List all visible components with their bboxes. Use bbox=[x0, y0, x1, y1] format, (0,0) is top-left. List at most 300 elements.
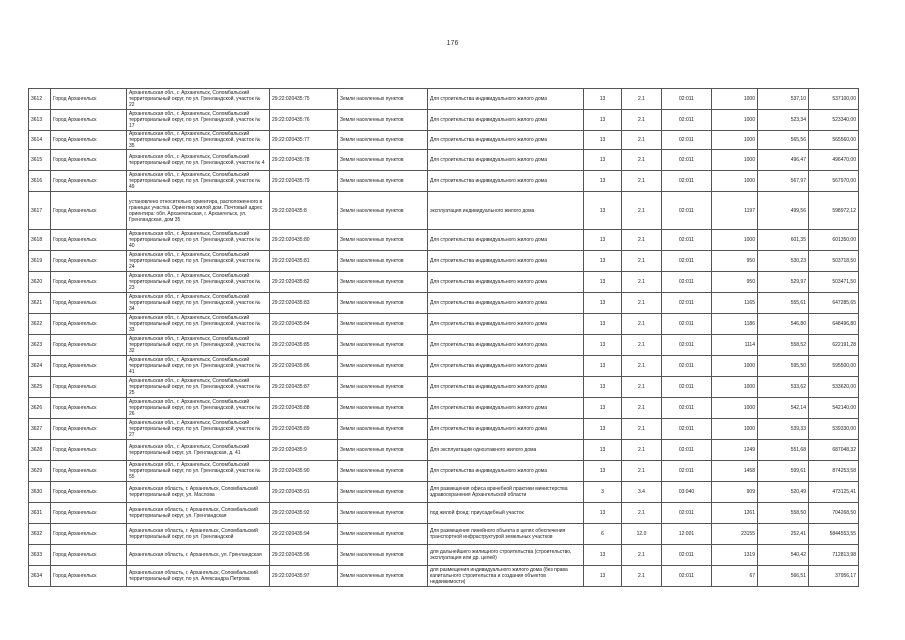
land-category-cell: Земли населенных пунктов bbox=[338, 461, 428, 482]
city-cell: Город Архангельск bbox=[51, 89, 127, 110]
group-cell: 2.1 bbox=[622, 314, 662, 335]
zone-cell: 13 bbox=[584, 461, 622, 482]
address-cell: Архангельская обл., г. Архангельск, Соломбальский территориальный округ, по ул. Гренландской, участок № 40 bbox=[127, 230, 270, 251]
cadastral-number-cell: 29:22:020435:84 bbox=[270, 314, 338, 335]
city-cell: Город Архангельск bbox=[51, 398, 127, 419]
row-number-cell: 3617 bbox=[29, 192, 51, 230]
city-cell: Город Архангельск bbox=[51, 272, 127, 293]
group-cell: 2.1 bbox=[622, 545, 662, 566]
address-cell: Архангельская обл., г. Архангельск, Соломбальский территориальный округ, по ул. Гренландской, участок № 23 bbox=[127, 272, 270, 293]
row-number-cell: 3628 bbox=[29, 440, 51, 461]
use-code-cell: 02:011 bbox=[662, 545, 712, 566]
group-cell: 2.1 bbox=[622, 171, 662, 192]
rate-cell: 533,62 bbox=[758, 377, 809, 398]
table-row bbox=[29, 293, 859, 314]
area-cell: 67 bbox=[712, 566, 758, 587]
row-number-cell: 3634 bbox=[29, 566, 51, 587]
area-cell: 1000 bbox=[712, 377, 758, 398]
cadastral-value-cell: 37956,17 bbox=[809, 566, 859, 587]
cadastral-number-cell: 29:22:020435:90 bbox=[270, 461, 338, 482]
city-cell: Город Архангельск bbox=[51, 230, 127, 251]
group-cell: 2.1 bbox=[622, 110, 662, 131]
cadastral-value-cell: 712813,98 bbox=[809, 545, 859, 566]
table-row bbox=[29, 461, 859, 482]
land-category-cell: Земли населенных пунктов bbox=[338, 503, 428, 524]
city-cell: Город Архангельск bbox=[51, 419, 127, 440]
land-category-cell: Земли населенных пунктов bbox=[338, 251, 428, 272]
zone-cell: 6 bbox=[584, 524, 622, 545]
permitted-use-cell: Для строительства индивидуального жилого дома bbox=[428, 461, 584, 482]
use-code-cell: 02:011 bbox=[662, 398, 712, 419]
land-category-cell: Земли населенных пунктов bbox=[338, 335, 428, 356]
cadastral-number-cell: 29:22:020435:82 bbox=[270, 272, 338, 293]
group-cell: 2.1 bbox=[622, 150, 662, 171]
row-number-cell: 3612 bbox=[29, 89, 51, 110]
row-number-cell: 3624 bbox=[29, 356, 51, 377]
rate-cell: 558,52 bbox=[758, 335, 809, 356]
table-row bbox=[29, 440, 859, 461]
zone-cell: 13 bbox=[584, 131, 622, 150]
use-code-cell: 02:011 bbox=[662, 89, 712, 110]
cadastral-number-cell: 29:22:020435:76 bbox=[270, 110, 338, 131]
table-row bbox=[29, 356, 859, 377]
cadastral-number-cell: 29:22:020435:77 bbox=[270, 131, 338, 150]
use-code-cell: 02:011 bbox=[662, 110, 712, 131]
city-cell: Город Архангельск bbox=[51, 545, 127, 566]
row-number-cell: 3616 bbox=[29, 171, 51, 192]
area-cell: 1261 bbox=[712, 503, 758, 524]
table-row bbox=[29, 377, 859, 398]
address-cell: Архангельская обл., г. Архангельск, Соломбальский территориальный округ, по ул. Гренландской, участок № 25 bbox=[127, 377, 270, 398]
city-cell: Город Архангельск bbox=[51, 314, 127, 335]
address-cell: Архангельская обл., г. Архангельск, Соломбальский территориальный округ, по ул. Гренландской, участок № 22 bbox=[127, 89, 270, 110]
table-row bbox=[29, 398, 859, 419]
cadastral-value-cell: 704268,50 bbox=[809, 503, 859, 524]
use-code-cell: 02:011 bbox=[662, 461, 712, 482]
cadastral-value-cell: 648496,80 bbox=[809, 314, 859, 335]
permitted-use-cell: Для строительства индивидуального жилого дома bbox=[428, 272, 584, 293]
group-cell: 2.1 bbox=[622, 251, 662, 272]
land-category-cell: Земли населенных пунктов bbox=[338, 524, 428, 545]
rate-cell: 530,23 bbox=[758, 251, 809, 272]
use-code-cell: 02:011 bbox=[662, 377, 712, 398]
use-code-cell: 02:011 bbox=[662, 314, 712, 335]
zone-cell: 13 bbox=[584, 89, 622, 110]
rate-cell: 551,68 bbox=[758, 440, 809, 461]
zone-cell: 13 bbox=[584, 314, 622, 335]
use-code-cell: 02:011 bbox=[662, 230, 712, 251]
use-code-cell: 02:011 bbox=[662, 335, 712, 356]
row-number-cell: 3632 bbox=[29, 524, 51, 545]
area-cell: 1114 bbox=[712, 335, 758, 356]
rate-cell: 520,49 bbox=[758, 482, 809, 503]
city-cell: Город Архангельск bbox=[51, 293, 127, 314]
cadastral-value-cell: 503471,50 bbox=[809, 272, 859, 293]
cadastral-number-cell: 29:22:020435:94 bbox=[270, 524, 338, 545]
city-cell: Город Архангельск bbox=[51, 335, 127, 356]
rate-cell: 499,56 bbox=[758, 192, 809, 230]
rate-cell: 555,61 bbox=[758, 293, 809, 314]
permitted-use-cell: Для строительства индивидуального жилого дома bbox=[428, 356, 584, 377]
rate-cell: 496,47 bbox=[758, 150, 809, 171]
table-row bbox=[29, 272, 859, 293]
use-code-cell: 02:011 bbox=[662, 419, 712, 440]
zone-cell: 13 bbox=[584, 356, 622, 377]
land-category-cell: Земли населенных пунктов bbox=[338, 482, 428, 503]
permitted-use-cell: Для строительства индивидуального жилого дома bbox=[428, 251, 584, 272]
group-cell: 2.1 bbox=[622, 503, 662, 524]
rate-cell: 566,51 bbox=[758, 566, 809, 587]
area-cell: 1000 bbox=[712, 150, 758, 171]
area-cell: 1319 bbox=[712, 545, 758, 566]
row-number-cell: 3620 bbox=[29, 272, 51, 293]
land-category-cell: Земли населенных пунктов bbox=[338, 192, 428, 230]
area-cell: 1000 bbox=[712, 419, 758, 440]
zone-cell: 13 bbox=[584, 335, 622, 356]
address-cell: Архангельская обл., г. Архангельск, Соломбальский территориальный округ, по ул. Гренландской, участок № 49 bbox=[127, 171, 270, 192]
area-cell: 1000 bbox=[712, 89, 758, 110]
table-row bbox=[29, 503, 859, 524]
zone-cell: 13 bbox=[584, 566, 622, 587]
rate-cell: 599,61 bbox=[758, 461, 809, 482]
area-cell: 1000 bbox=[712, 131, 758, 150]
row-number-cell: 3631 bbox=[29, 503, 51, 524]
group-cell: 2.1 bbox=[622, 335, 662, 356]
permitted-use-cell: Для строительства индивидуального жилого дома bbox=[428, 377, 584, 398]
cadastral-number-cell: 29:22:020435:78 bbox=[270, 150, 338, 171]
table-row bbox=[29, 419, 859, 440]
land-category-cell: Земли населенных пунктов bbox=[338, 314, 428, 335]
zone-cell: 13 bbox=[584, 419, 622, 440]
land-category-cell: Земли населенных пунктов bbox=[338, 419, 428, 440]
table-row bbox=[29, 131, 859, 150]
zone-cell: 13 bbox=[584, 440, 622, 461]
cadastral-number-cell: 29:22:020435:96 bbox=[270, 545, 338, 566]
use-code-cell: 02:011 bbox=[662, 192, 712, 230]
permitted-use-cell: для дальнейшего жилищного строительства (строительство, эксплуатация или др. целей) bbox=[428, 545, 584, 566]
cadastral-number-cell: 29:22:020435:80 bbox=[270, 230, 338, 251]
area-cell: 909 bbox=[712, 482, 758, 503]
permitted-use-cell: Для строительства индивидуального жилого дома bbox=[428, 131, 584, 150]
zone-cell: 13 bbox=[584, 272, 622, 293]
permitted-use-cell: под жилой фонд: приусадебный участок bbox=[428, 503, 584, 524]
row-number-cell: 3623 bbox=[29, 335, 51, 356]
cadastral-value-cell: 598972,12 bbox=[809, 192, 859, 230]
row-number-cell: 3613 bbox=[29, 110, 51, 131]
group-cell: 2.1 bbox=[622, 377, 662, 398]
address-cell: Архангельская область, г. Архангельск, Соломбальский территориальный округ, ул. Маслова bbox=[127, 482, 270, 503]
rate-cell: 540,42 bbox=[758, 545, 809, 566]
address-cell: Архангельская обл., г. Архангельск, Соломбальский территориальный округ, по ул. Гренландской, участок № 4 bbox=[127, 150, 270, 171]
area-cell: 1000 bbox=[712, 171, 758, 192]
land-category-cell: Земли населенных пунктов bbox=[338, 566, 428, 587]
address-cell: Архангельская область, г. Архангельск, ул. Гренландская bbox=[127, 545, 270, 566]
permitted-use-cell: Для строительства индивидуального жилого дома bbox=[428, 335, 584, 356]
city-cell: Город Архангельск bbox=[51, 503, 127, 524]
permitted-use-cell: Для строительства индивидуального жилого дома bbox=[428, 171, 584, 192]
table-row bbox=[29, 150, 859, 171]
use-code-cell: 02:011 bbox=[662, 566, 712, 587]
city-cell: Город Архангельск bbox=[51, 440, 127, 461]
land-category-cell: Земли населенных пунктов bbox=[338, 150, 428, 171]
use-code-cell: 02:011 bbox=[662, 131, 712, 150]
area-cell: 23155 bbox=[712, 524, 758, 545]
table-row bbox=[29, 251, 859, 272]
land-category-cell: Земли населенных пунктов bbox=[338, 356, 428, 377]
permitted-use-cell: Для строительства индивидуального жилого дома bbox=[428, 150, 584, 171]
permitted-use-cell: для размещения индивидуального жилого дома (без права капитального строительства и создания объектов недвижимости) bbox=[428, 566, 584, 587]
permitted-use-cell: эксплуатация индивидуального жилого дома bbox=[428, 192, 584, 230]
table-row bbox=[29, 566, 859, 587]
cadastral-number-cell: 29:22:020435:75 bbox=[270, 89, 338, 110]
address-cell: Архангельская обл., г. Архангельск, Соломбальский территориальный округ, по ул. Гренландской, участок № 32 bbox=[127, 335, 270, 356]
group-cell: 2.1 bbox=[622, 440, 662, 461]
address-cell: установлено относительно ориентира, расположенного в границах участка. Ориентир жилой дом. Почтовый адрес ориентира: обл. Архангельская, г. Архангельск, ул. Гренландская, дом 35 bbox=[127, 192, 270, 230]
row-number-cell: 3614 bbox=[29, 131, 51, 150]
city-cell: Город Архангельск bbox=[51, 192, 127, 230]
city-cell: Город Архангельск bbox=[51, 131, 127, 150]
city-cell: Город Архангельск bbox=[51, 356, 127, 377]
area-cell: 1249 bbox=[712, 440, 758, 461]
city-cell: Город Архангельск bbox=[51, 251, 127, 272]
permitted-use-cell: Для строительства индивидуального жилого дома bbox=[428, 314, 584, 335]
table-row bbox=[29, 230, 859, 251]
rate-cell: 542,14 bbox=[758, 398, 809, 419]
address-cell: Архангельская обл., г. Архангельск, Соломбальский территориальный округ, по ул. Гренландской, участок № 41 bbox=[127, 356, 270, 377]
zone-cell: 13 bbox=[584, 545, 622, 566]
address-cell: Архангельская область, г. Архангельск, Соломбальский территориальный округ, по ул. Александра Петрова bbox=[127, 566, 270, 587]
land-category-cell: Земли населенных пунктов bbox=[338, 110, 428, 131]
area-cell: 950 bbox=[712, 251, 758, 272]
permitted-use-cell: Для строительства индивидуального жилого дома bbox=[428, 89, 584, 110]
area-cell: 1458 bbox=[712, 461, 758, 482]
group-cell: 2.1 bbox=[622, 192, 662, 230]
cadastral-number-cell: 29:22:020435:89 bbox=[270, 419, 338, 440]
group-cell: 2.1 bbox=[622, 230, 662, 251]
group-cell: 2.1 bbox=[622, 566, 662, 587]
rate-cell: 595,50 bbox=[758, 356, 809, 377]
rate-cell: 539,33 bbox=[758, 419, 809, 440]
permitted-use-cell: Для строительства индивидуального жилого дома bbox=[428, 293, 584, 314]
permitted-use-cell: Для строительства индивидуального жилого дома bbox=[428, 398, 584, 419]
row-number-cell: 3630 bbox=[29, 482, 51, 503]
land-category-cell: Земли населенных пунктов bbox=[338, 89, 428, 110]
cadastral-number-cell: 29:22:020435:91 bbox=[270, 482, 338, 503]
row-number-cell: 3633 bbox=[29, 545, 51, 566]
cadastral-value-cell: 601350,00 bbox=[809, 230, 859, 251]
city-cell: Город Архангельск bbox=[51, 461, 127, 482]
city-cell: Город Архангельск bbox=[51, 482, 127, 503]
group-cell: 2.1 bbox=[622, 461, 662, 482]
address-cell: Архангельская обл., г. Архангельск, Соломбальский территориальный округ, по ул. Гренландской, участок № 17 bbox=[127, 110, 270, 131]
permitted-use-cell: Для эксплуатации одноэтажного жилого дома bbox=[428, 440, 584, 461]
table-row bbox=[29, 89, 859, 110]
zone-cell: 13 bbox=[584, 150, 622, 171]
use-code-cell: 02:011 bbox=[662, 356, 712, 377]
cadastral-value-cell: 687048,32 bbox=[809, 440, 859, 461]
cadastral-value-cell: 542140,00 bbox=[809, 398, 859, 419]
address-cell: Архангельская обл., г. Архангельск, Соломбальский территориальный округ, по ул. Гренландской, участок № 55 bbox=[127, 461, 270, 482]
row-number-cell: 3621 bbox=[29, 293, 51, 314]
land-category-cell: Земли населенных пунктов bbox=[338, 440, 428, 461]
group-cell: 2.1 bbox=[622, 356, 662, 377]
city-cell: Город Архангельск bbox=[51, 150, 127, 171]
cadastral-value-cell: 5844553,55 bbox=[809, 524, 859, 545]
rate-cell: 537,10 bbox=[758, 89, 809, 110]
use-code-cell: 02:011 bbox=[662, 272, 712, 293]
land-category-cell: Земли населенных пунктов bbox=[338, 293, 428, 314]
area-cell: 1000 bbox=[712, 398, 758, 419]
group-cell: 2.1 bbox=[622, 272, 662, 293]
cadastral-value-cell: 539330,00 bbox=[809, 419, 859, 440]
city-cell: Город Архангельск bbox=[51, 110, 127, 131]
use-code-cell: 02:011 bbox=[662, 293, 712, 314]
use-code-cell: 02:011 bbox=[662, 503, 712, 524]
row-number-cell: 3629 bbox=[29, 461, 51, 482]
address-cell: Архангельская обл., г. Архангельск, Соломбальский территориальный округ, по ул. Гренландской, участок № 34 bbox=[127, 293, 270, 314]
page-number: 176 bbox=[446, 40, 459, 47]
area-cell: 950 bbox=[712, 272, 758, 293]
use-code-cell: 02:011 bbox=[662, 150, 712, 171]
address-cell: Архангельская область, г. Архангельск, Соломбальский территориальный округ, по ул. Гренландской bbox=[127, 524, 270, 545]
group-cell: 3.4 bbox=[622, 482, 662, 503]
group-cell: 2.1 bbox=[622, 131, 662, 150]
land-category-cell: Земли населенных пунктов bbox=[338, 377, 428, 398]
table-row bbox=[29, 335, 859, 356]
table-row bbox=[29, 482, 859, 503]
row-number-cell: 3618 bbox=[29, 230, 51, 251]
table-row bbox=[29, 524, 859, 545]
rate-cell: 546,80 bbox=[758, 314, 809, 335]
permitted-use-cell: Для размещения офиса врачебной практики министерства здравоохранения Архангельской области bbox=[428, 482, 584, 503]
table-row bbox=[29, 314, 859, 335]
rate-cell: 567,97 bbox=[758, 171, 809, 192]
zone-cell: 13 bbox=[584, 230, 622, 251]
city-cell: Город Архангельск bbox=[51, 377, 127, 398]
use-code-cell: 02:011 bbox=[662, 440, 712, 461]
cadastral-number-cell: 29:22:020435:87 bbox=[270, 377, 338, 398]
rate-cell: 601,35 bbox=[758, 230, 809, 251]
address-cell: Архангельская обл., г. Архангельск, Соломбальский территориальный округ, по ул. Гренландской, участок № 27 bbox=[127, 419, 270, 440]
address-cell: Архангельская область, г. Архангельск, Соломбальский территориальный округ, ул. Гренландская bbox=[127, 503, 270, 524]
zone-cell: 13 bbox=[584, 192, 622, 230]
row-number-cell: 3627 bbox=[29, 419, 51, 440]
cadastral-number-cell: 29:22:020435:83 bbox=[270, 293, 338, 314]
rate-cell: 252,41 bbox=[758, 524, 809, 545]
group-cell: 2.1 bbox=[622, 398, 662, 419]
land-category-cell: Земли населенных пунктов bbox=[338, 171, 428, 192]
use-code-cell: 03:040 bbox=[662, 482, 712, 503]
permitted-use-cell: Для строительства индивидуального жилого дома bbox=[428, 110, 584, 131]
cadastral-value-cell: 503718,50 bbox=[809, 251, 859, 272]
register-body bbox=[29, 89, 859, 587]
address-cell: Архангельская обл., г. Архангельск, Соломбальский территориальный округ, по ул. Гренландской, участок № 24 bbox=[127, 251, 270, 272]
zone-cell: 13 bbox=[584, 293, 622, 314]
rate-cell: 529,97 bbox=[758, 272, 809, 293]
area-cell: 1197 bbox=[712, 192, 758, 230]
land-register-table bbox=[28, 88, 859, 587]
zone-cell: 13 bbox=[584, 377, 622, 398]
cadastral-number-cell: 29:22:020435:85 bbox=[270, 335, 338, 356]
row-number-cell: 3625 bbox=[29, 377, 51, 398]
cadastral-number-cell: 29:22:020435:79 bbox=[270, 171, 338, 192]
area-cell: 1000 bbox=[712, 230, 758, 251]
permitted-use-cell: Для строительства индивидуального жилого дома bbox=[428, 230, 584, 251]
address-cell: Архангельская обл., г. Архангельск, Соломбальский территориальный округ, по ул. Гренландской, участок № 35 bbox=[127, 131, 270, 150]
zone-cell: 13 bbox=[584, 171, 622, 192]
land-category-cell: Земли населенных пунктов bbox=[338, 131, 428, 150]
use-code-cell: 02:011 bbox=[662, 171, 712, 192]
row-number-cell: 3615 bbox=[29, 150, 51, 171]
zone-cell: 3 bbox=[584, 482, 622, 503]
cadastral-value-cell: 874253,58 bbox=[809, 461, 859, 482]
group-cell: 2.1 bbox=[622, 293, 662, 314]
zone-cell: 13 bbox=[584, 503, 622, 524]
area-cell: 1000 bbox=[712, 356, 758, 377]
use-code-cell: 12:001 bbox=[662, 524, 712, 545]
rate-cell: 523,34 bbox=[758, 110, 809, 131]
land-category-cell: Земли населенных пунктов bbox=[338, 545, 428, 566]
table-row bbox=[29, 545, 859, 566]
cadastral-value-cell: 565560,00 bbox=[809, 131, 859, 150]
cadastral-number-cell: 29:22:020435:88 bbox=[270, 398, 338, 419]
zone-cell: 13 bbox=[584, 110, 622, 131]
city-cell: Город Архангельск bbox=[51, 171, 127, 192]
address-cell: Архангельская обл., г. Архангельск, Соломбальский территориальный округ, ул. Гренландская, д. 41 bbox=[127, 440, 270, 461]
cadastral-number-cell: 29:22:020435:97 bbox=[270, 566, 338, 587]
row-number-cell: 3622 bbox=[29, 314, 51, 335]
address-cell: Архангельская обл., г. Архангельск, Соломбальский территориальный округ, по ул. Гренландской, участок № 26 bbox=[127, 398, 270, 419]
cadastral-number-cell: 29:22:020435:92 bbox=[270, 503, 338, 524]
cadastral-value-cell: 567970,00 bbox=[809, 171, 859, 192]
city-cell: Город Архангельск bbox=[51, 524, 127, 545]
row-number-cell: 3619 bbox=[29, 251, 51, 272]
rate-cell: 565,56 bbox=[758, 131, 809, 150]
zone-cell: 13 bbox=[584, 398, 622, 419]
table-row bbox=[29, 110, 859, 131]
address-cell: Архангельская обл., г. Архангельск, Соломбальский территориальный округ, по ул. Гренландской, участок № 33 bbox=[127, 314, 270, 335]
cadastral-value-cell: 533620,00 bbox=[809, 377, 859, 398]
cadastral-number-cell: 29:22:020435:8 bbox=[270, 192, 338, 230]
cadastral-number-cell: 29:22:020435:86 bbox=[270, 356, 338, 377]
cadastral-value-cell: 537100,00 bbox=[809, 89, 859, 110]
group-cell: 12.0 bbox=[622, 524, 662, 545]
group-cell: 2.1 bbox=[622, 89, 662, 110]
city-cell: Город Архангельск bbox=[51, 566, 127, 587]
permitted-use-cell: Для строительства индивидуального жилого дома bbox=[428, 419, 584, 440]
use-code-cell: 02:011 bbox=[662, 251, 712, 272]
cadastral-value-cell: 523340,00 bbox=[809, 110, 859, 131]
land-category-cell: Земли населенных пунктов bbox=[338, 398, 428, 419]
cadastral-value-cell: 647285,65 bbox=[809, 293, 859, 314]
table-row bbox=[29, 171, 859, 192]
area-cell: 1165 bbox=[712, 293, 758, 314]
permitted-use-cell: Для размещения линейного объекта в целях обеспечения транспортной инфраструктурой земельных участков bbox=[428, 524, 584, 545]
land-category-cell: Земли населенных пунктов bbox=[338, 230, 428, 251]
cadastral-value-cell: 622191,28 bbox=[809, 335, 859, 356]
area-cell: 1186 bbox=[712, 314, 758, 335]
cadastral-number-cell: 29:22:020435:9 bbox=[270, 440, 338, 461]
group-cell: 2.1 bbox=[622, 419, 662, 440]
table-row bbox=[29, 192, 859, 230]
rate-cell: 558,50 bbox=[758, 503, 809, 524]
row-number-cell: 3626 bbox=[29, 398, 51, 419]
cadastral-value-cell: 595500,00 bbox=[809, 356, 859, 377]
zone-cell: 13 bbox=[584, 251, 622, 272]
area-cell: 1000 bbox=[712, 110, 758, 131]
cadastral-value-cell: 473125,41 bbox=[809, 482, 859, 503]
land-category-cell: Земли населенных пунктов bbox=[338, 272, 428, 293]
